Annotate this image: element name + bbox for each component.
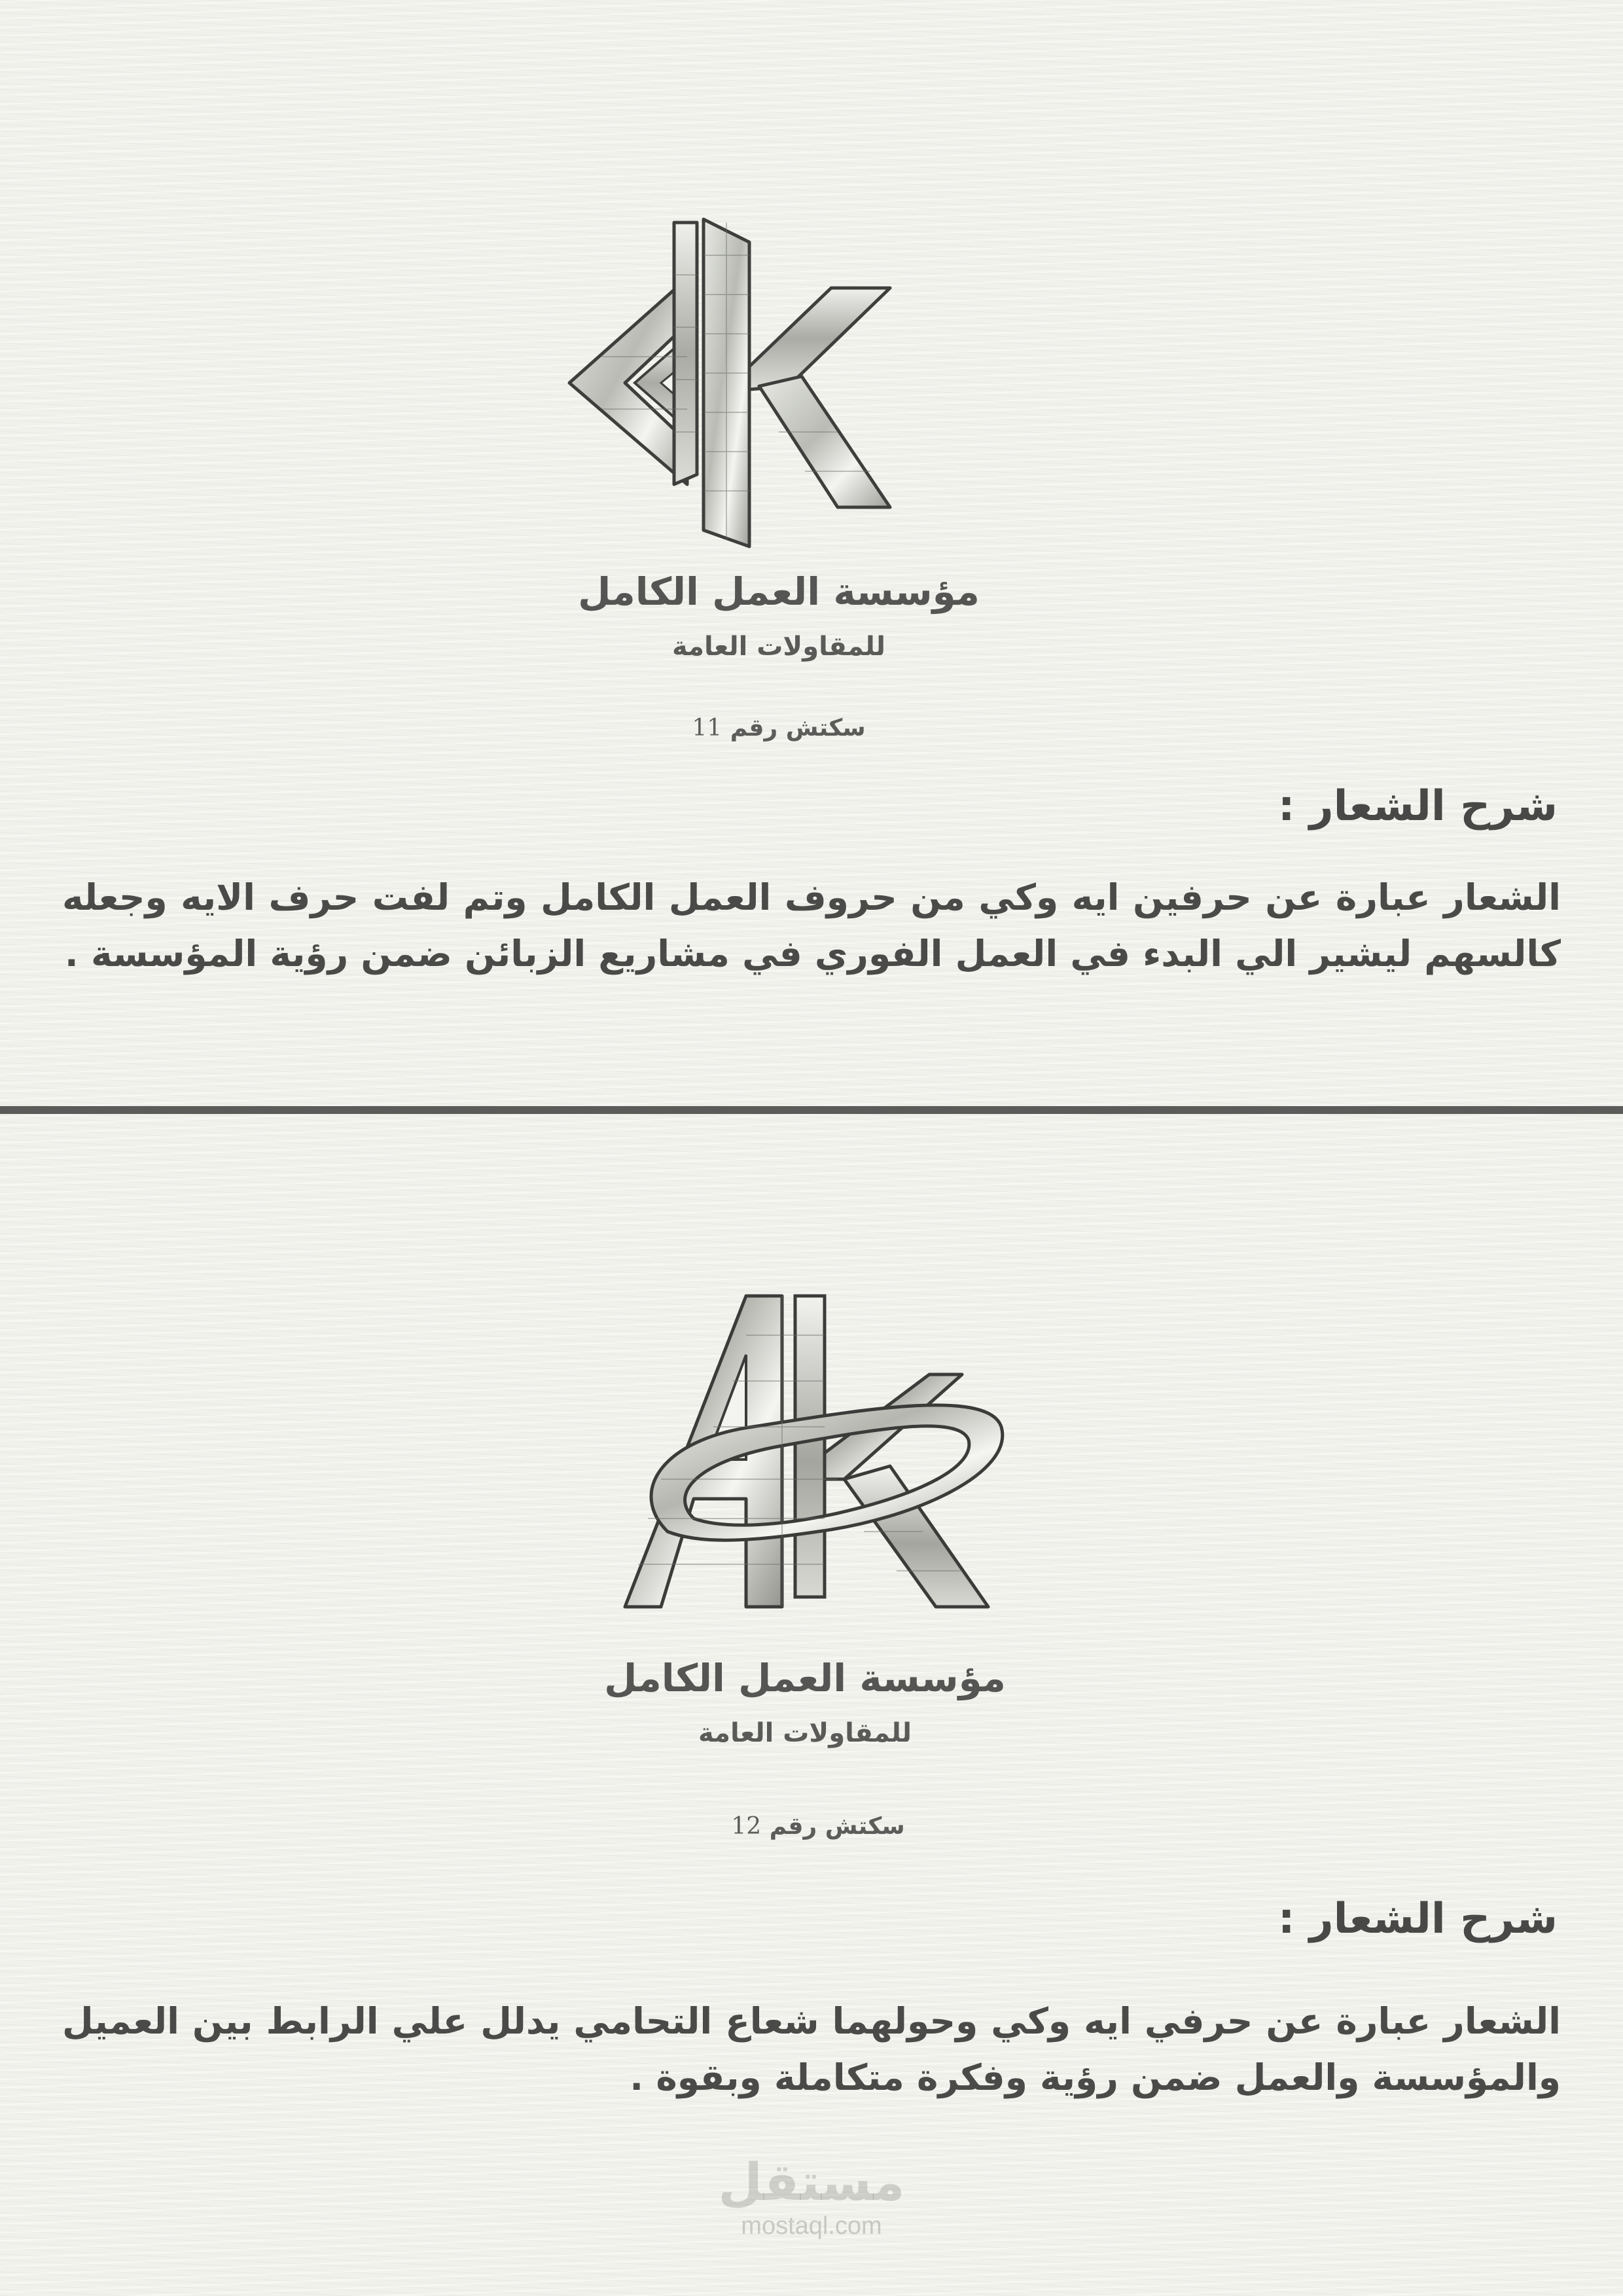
org-name: مؤسسة العمل الكامل <box>578 569 980 614</box>
org-subtitle: للمقاولات العامة <box>671 632 886 662</box>
sketch-number: 11 <box>692 715 722 742</box>
org-subtitle: للمقاولات العامة <box>698 1718 912 1748</box>
mostaql-logo-text: مستقل <box>718 2153 905 2212</box>
ak-orbit-logo-icon <box>622 1283 1027 1623</box>
sketch-label <box>589 1813 1047 1840</box>
logo-explanation-text: الشعار عبارة عن حرفي ايه وكي وحولهما شعاع التحامي يدلل علي الرابط بين العميل والمؤسسة والعمل ضمن رؤية وفكرة متكاملة وبقوة . <box>62 2000 1561 2098</box>
sketch-label-text: سكتش رقم <box>769 1813 905 1840</box>
logo-explanation-heading: شرح الشعار : <box>1277 1895 1558 1943</box>
sketch-number: 12 <box>731 1813 762 1840</box>
logo-explanation-text: الشعار عبارة عن حرفين ايه وكي من حروف العمل الكامل وتم لفت حرف الايه وجعله كالسهم ليشير الي البدء في العمل الفوري في مشاريع الزبائن ضمن رؤية المؤسسة . <box>62 876 1561 975</box>
org-name: مؤسسة العمل الكامل <box>604 1656 1006 1700</box>
mostaql-watermark <box>707 2153 916 2251</box>
mostaql-url: mostaql.com <box>741 2212 882 2240</box>
sketch-label-text: سكتش رقم <box>730 715 866 742</box>
logo-explanation-heading: شرح الشعار : <box>1277 782 1558 831</box>
